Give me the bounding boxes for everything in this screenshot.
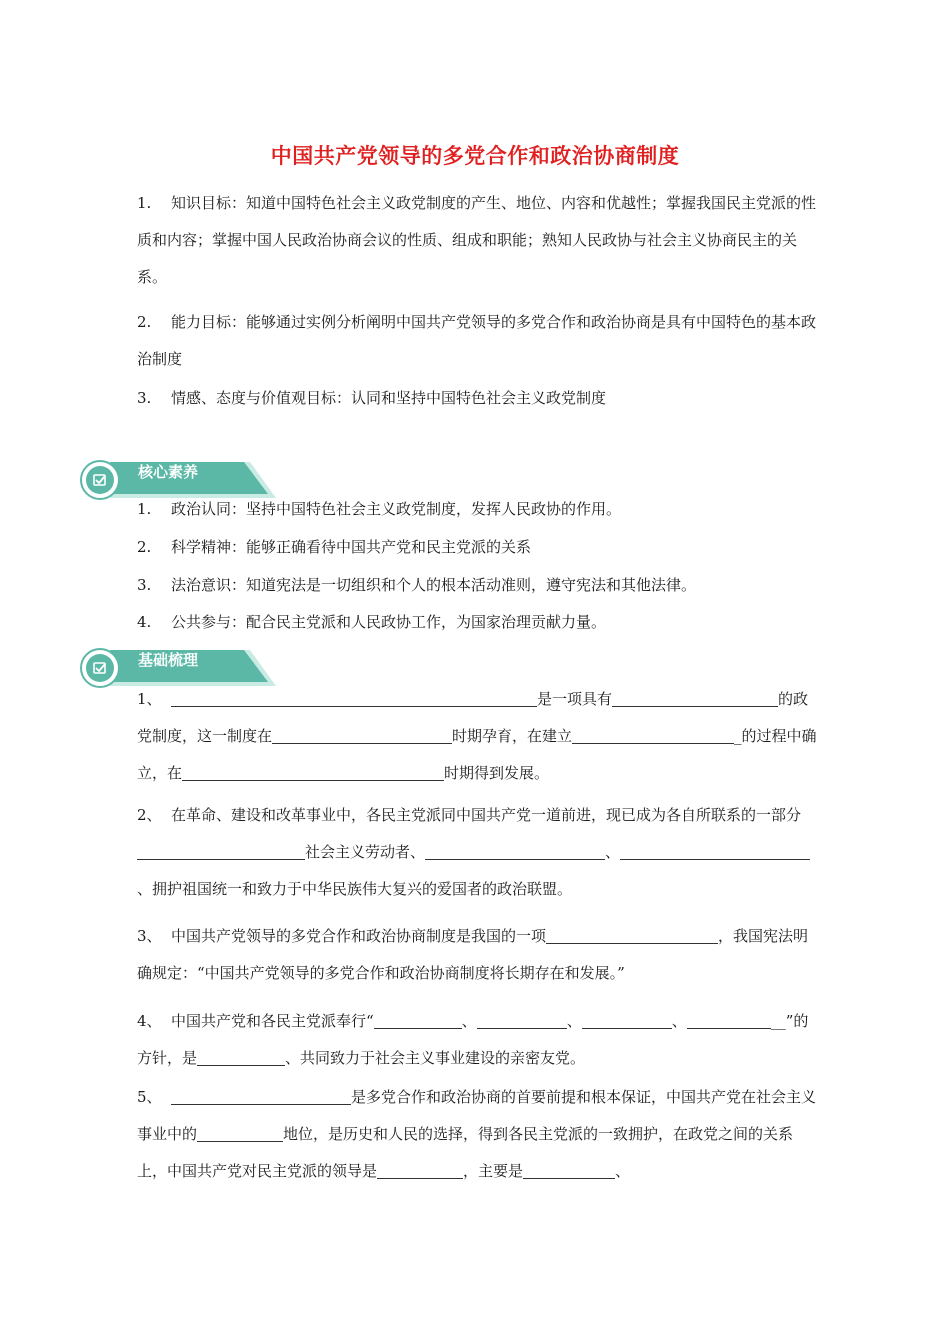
section-label: 基础梳理 [138, 651, 199, 669]
answer-blank[interactable] [620, 841, 810, 860]
section-label: 核心素养 [138, 463, 199, 481]
objective-3: 3. 情感、态度与价值观目标：认同和坚持中国特色社会主义政党制度 [137, 389, 607, 407]
answer-blank[interactable] [425, 841, 605, 860]
answer-blank[interactable] [272, 725, 452, 744]
core-item-2: 2. 科学精神：能够正确看待中国共产党和民主党派的关系 [137, 538, 532, 556]
answer-blank[interactable] [612, 688, 778, 707]
answer-blank[interactable] [546, 925, 718, 944]
answer-blank[interactable] [197, 1123, 283, 1142]
answer-blank[interactable] [687, 1010, 771, 1029]
core-item-1: 1. 政治认同：坚持中国特色社会主义政党制度，发挥人民政协的作用。 [137, 500, 622, 518]
question-1: 1、 是一项具有 的政党制度，这一制度在 时期孕育，在建立 _的过程中确立，在 时期得到发展。 [137, 690, 817, 782]
answer-blank[interactable] [182, 762, 444, 781]
question-2: 2、 在革命、建设和改革事业中，各民主党派同中国共产党一道前进，现已成为各自所联系的一部分社会主义劳动者、 、、拥护祖国统一和致力于中华民族伟大复兴的爱国者的政治联盟。 [137, 797, 817, 908]
answer-blank[interactable] [523, 1160, 615, 1179]
answer-blank[interactable] [197, 1047, 285, 1066]
answer-blank[interactable] [171, 688, 537, 707]
page-title: 中国共产党领导的多党合作和政治协商制度 [270, 144, 680, 168]
answer-blank[interactable] [582, 1010, 672, 1029]
objective-1: 1. 知识目标：知道中国特色社会主义政党制度的产生、地位、内容和优越性；掌握我国民主党派的性质和内容；掌握中国人民政治协商会议的性质、组成和职能；熟知人民政协与社会主义协商民主的关系。 [137, 194, 817, 286]
question-4: 4、 中国共产党和各民主党派奉行“ 、 、 、 __”的方针，是 、共同致力于社会主义事业建设的亲密友党。 [137, 1012, 809, 1067]
answer-blank[interactable] [377, 1160, 463, 1179]
core-item-3: 3. 法治意识：知道宪法是一切组织和个人的根本活动准则，遵守宪法和其他法律。 [137, 576, 697, 594]
answer-blank[interactable] [137, 841, 305, 860]
core-item-4: 4. 公共参与：配合民主党派和人民政协工作，为国家治理贡献力量。 [137, 613, 607, 631]
objective-2: 2. 能力目标：能够通过实例分析阐明中国共产党领导的多党合作和政治协商是具有中国特色的基本政治制度 [137, 313, 817, 368]
answer-blank[interactable] [477, 1010, 567, 1029]
question-3: 3、 中国共产党领导的多党合作和政治协商制度是我国的一项 ，我国宪法明确规定：“中国共产党领导的多党合作和政治协商制度将长期存在和发展。” [137, 927, 809, 982]
answer-blank[interactable] [171, 1086, 351, 1105]
question-5: 5、 是多党合作和政治协商的首要前提和根本保证，中国共产党在社会主义事业中的 地位，是历史和人民的选择，得到各民主党派的一致拥护，在政党之间的关系上，中国共产党对民主党派的领导是 ，主要是 、 [137, 1088, 817, 1180]
answer-blank[interactable] [572, 725, 734, 744]
answer-blank[interactable] [374, 1010, 462, 1029]
